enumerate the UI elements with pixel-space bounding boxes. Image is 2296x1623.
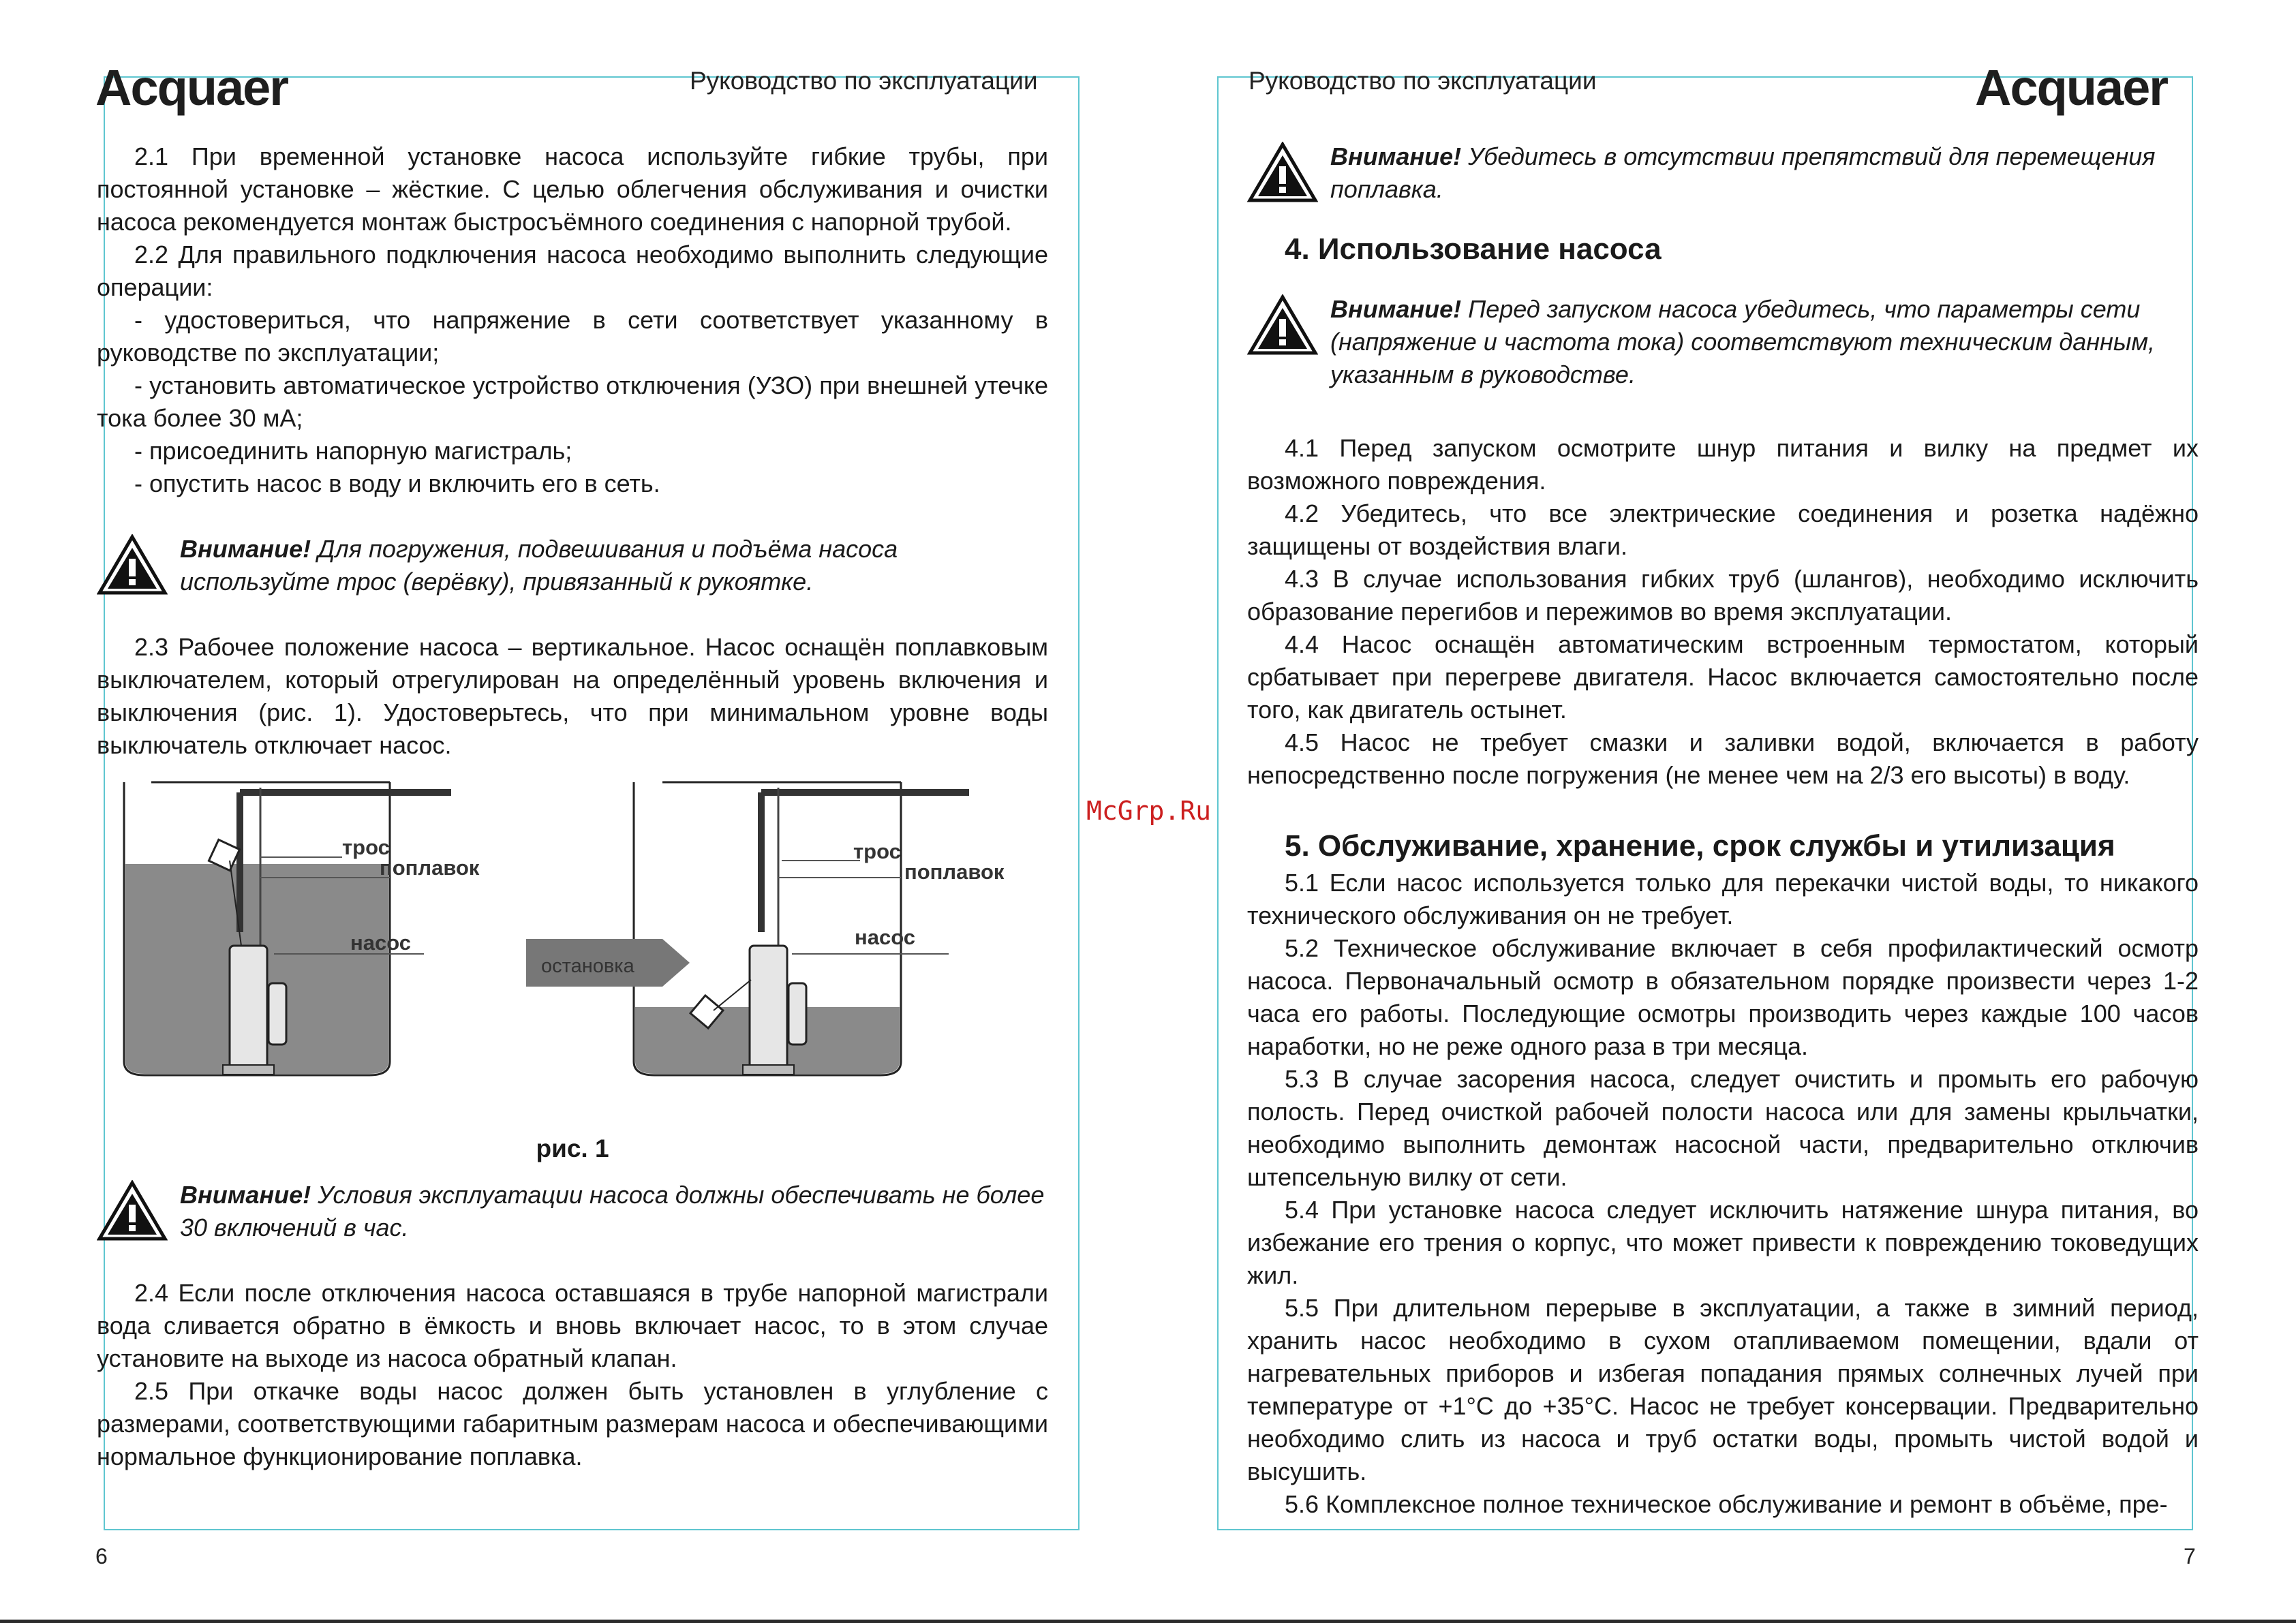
brand-logo-right: Acquaer <box>1975 59 2168 116</box>
figure-pump-float <box>97 775 1048 1130</box>
warning-text <box>180 1179 1048 1244</box>
warning-block-float <box>1247 140 2199 206</box>
warning-label: Внимание! <box>1330 295 1462 323</box>
paragraph-4-1: 4.1 Перед запуском осмотрите шнур питания и вилку на предмет их возможного повреждения. <box>1247 434 2199 495</box>
warning-text <box>180 533 1048 598</box>
paragraph-5-3: 5.3 В случае засорения насоса, следует очистить и промыть его рабочую полость. Перед очисткой рабочей полости насоса или для замены крыльчатки, необходимо выполнить демонтаж насосной части, предварительно отключив штепсельную вилку от сети. <box>1247 1065 2199 1191</box>
paragraph-5-5: 5.5 При длительном перерыве в эксплуатации, а также в зимний период, хранить насос необходимо в сухом отапливаемом помещении, вдали от нагревательных приборов и избегая попадания прямых солнечных лучей при температуре от +1°С до +35°С. Насос не требует консервации. Предварительно необходимо слить из насоса и труб остатки воды, промыть чистой водой и высушить. <box>1247 1294 2199 1485</box>
warning-label: Внимание! <box>180 1181 311 1209</box>
warning-text <box>1330 140 2199 206</box>
step-item: - удостовериться, что напряжение в сети соответствует указанному в руководстве по эксплуатации; <box>97 306 1048 367</box>
running-title-right: Руководство по эксплуатации <box>1249 67 1597 95</box>
warning-label: Внимание! <box>180 535 311 563</box>
label-float-2: поплавок <box>904 860 1005 884</box>
warning-message: Условия эксплуатации насоса должны обеспечивать не более 30 включений в час. <box>180 1181 1045 1241</box>
brand-logo-left: Acquaer <box>95 59 288 116</box>
warning-block-lifting <box>97 533 1048 598</box>
label-pump-2: насос <box>855 925 915 949</box>
label-pump-1: насос <box>350 931 411 955</box>
warning-triangle-icon <box>1247 142 1318 203</box>
step-item: - присоединить напорную магистраль; <box>134 437 572 465</box>
paragraph-4-3: 4.3 В случае использования гибких труб (шлангов), необходимо исключить образование перегибов и пережимов во время эксплуатации. <box>1247 565 2199 625</box>
paragraph-2-2: 2.2 Для правильного подключения насоса необходимо выполнить следующие операции: <box>97 241 1048 301</box>
page-number-left: 6 <box>95 1544 108 1568</box>
bottom-divider <box>0 1620 2296 1623</box>
warning-message: Для погружения, подвешивания и подъёма насоса используйте трос (верёвку), привязанный к рукоятке. <box>180 535 898 596</box>
running-title-left: Руководство по эксплуатации <box>690 67 1038 95</box>
page-number-right: 7 <box>2184 1544 2196 1568</box>
step-item: - установить автоматическое устройство отключения (УЗО) при внешней утечке тока более 30 мА; <box>97 371 1048 432</box>
warning-label: Внимание! <box>1330 142 1462 170</box>
left-page-body <box>97 140 1048 1473</box>
section-heading-5: 5. Обслуживание, хранение, срок службы и утилизация <box>1285 829 2115 863</box>
label-stop: остановка <box>541 955 634 977</box>
step-item: - опустить насос в воду и включить его в сеть. <box>134 469 660 497</box>
warning-text <box>1330 293 2199 391</box>
label-float-1: поплавок <box>380 856 480 880</box>
right-page-body <box>1247 140 2199 1521</box>
warning-message: Перед запуском насоса убедитесь, что параметры сети (напряжение и частота тока) соответствуют техническим данным, указанным в руководстве. <box>1330 295 2156 388</box>
paragraph-5-1: 5.1 Если насос используется только для перекачки чистой воды, то никакого технического обслуживания он не требует. <box>1247 869 2199 929</box>
warning-block-network <box>1247 293 2199 391</box>
paragraph-5-2: 5.2 Техническое обслуживание включает в себя профилактический осмотр насоса. Первоначальный осмотр в обязательном порядке произвести через 1-2 часа его работы. Последующие осмотры производить через каждые 100 часов наработки, но не реже одного раза в три месяца. <box>1247 934 2199 1060</box>
warning-block-cycles <box>97 1179 1048 1244</box>
paragraph-2-4: 2.4 Если после отключения насоса оставшаяся в трубе напорной магистрали вода сливается обратно в ёмкость и вновь включает насос, то в этом случае установите на выходе из насоса обратный клапан. <box>97 1279 1048 1372</box>
paragraph-2-3: 2.3 Рабочее положение насоса – вертикальное. Насос оснащён поплавковым выключателем, который отрегулирован на определённый уровень включения и выключения (рис. 1). Удостоверьтесь, что при минимальном уровне воды выключатель отключает насос. <box>97 633 1048 759</box>
paragraph-4-2: 4.2 Убедитесь, что все электрические соединения и розетка надёжно защищены от воздействия влаги. <box>1247 499 2199 560</box>
paragraph-4-5: 4.5 Насос не требует смазки и заливки водой, включается в работу непосредственно после погружения (не менее чем на 2/3 его высоты) в воду. <box>1247 728 2199 789</box>
paragraph-2-1: 2.1 При временной установке насоса используйте гибкие трубы, при постоянной установке – жёсткие. С целью облегчения обслуживания и очистки насоса рекомендуется монтаж быстросъёмного соединения с напорной трубой. <box>97 142 1048 236</box>
label-cable-1: трос <box>342 835 390 859</box>
figure-caption: рис. 1 <box>536 1134 609 1162</box>
paragraph-5-4: 5.4 При установке насоса следует исключить натяжение шнура питания, во избежание его трения о корпус, что может привести к повреждению токоведущих жил. <box>1247 1196 2199 1289</box>
paragraph-2-5: 2.5 При откачке воды насос должен быть установлен в углубление с размерами, соответствующими габаритным размерам насоса и обеспечивающими нормальное функционирование поплавка. <box>97 1377 1048 1470</box>
warning-triangle-icon <box>1247 294 1318 356</box>
label-cable-2: трос <box>853 839 901 863</box>
paragraph-5-6: 5.6 Комплексное полное техническое обслуживание и ремонт в объёме, пре- <box>1285 1490 2168 1518</box>
warning-triangle-icon <box>97 534 168 596</box>
watermark: McGrp.Ru <box>1086 796 1212 826</box>
warning-triangle-icon <box>97 1180 168 1241</box>
section-heading-4: 4. Использование насоса <box>1285 232 1662 266</box>
paragraph-4-4: 4.4 Насос оснащён автоматическим встроенным термостатом, который србатывает при перегреве двигателя. Насос включается самостоятельно после того, как двигатель остынет. <box>1247 630 2199 724</box>
warning-message: Убедитесь в отсутствии препятствий для перемещения поплавка. <box>1330 142 2156 203</box>
